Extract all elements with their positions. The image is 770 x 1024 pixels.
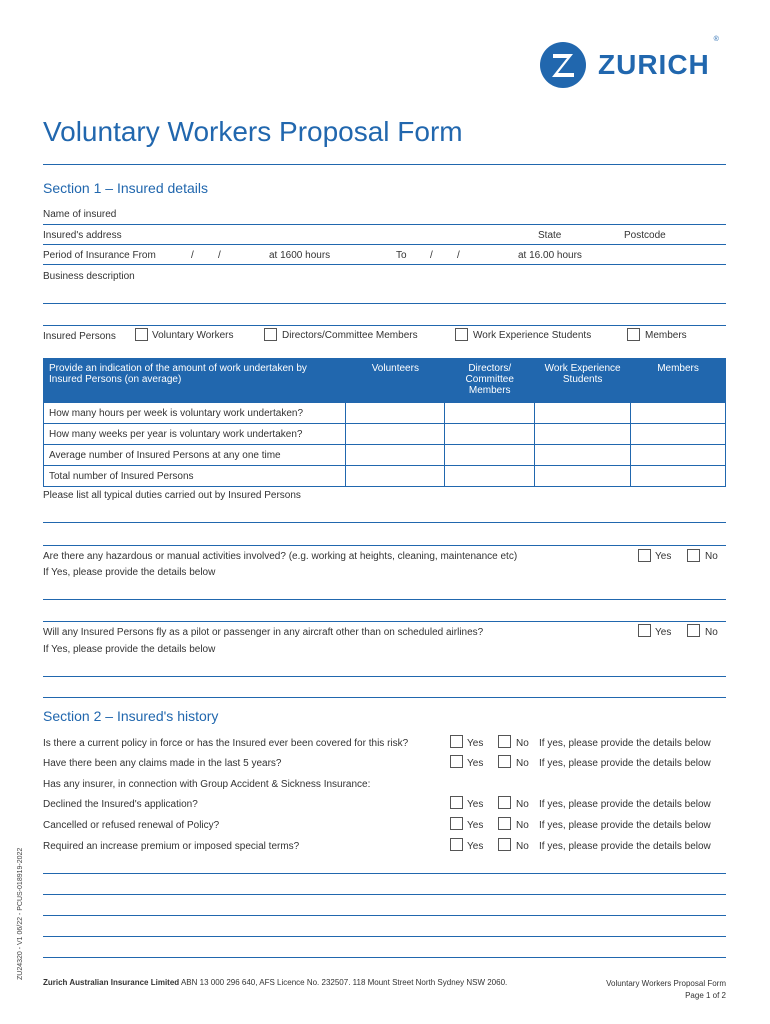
history-details-line-4[interactable] (43, 936, 726, 937)
title-divider (43, 164, 726, 165)
current-policy-no-checkbox[interactable] (498, 735, 511, 748)
claims-no-checkbox[interactable] (498, 755, 511, 768)
hazardous-activities-question: Are there any hazardous or manual activities involved? (e.g. working at heights, cleaning, maintenance etc) (43, 551, 518, 562)
table-header-description: Provide an indication of the amount of work undertaken by Insured Persons (on average) (44, 359, 346, 403)
aircraft-no-checkbox[interactable] (687, 624, 700, 637)
hazardous-yes-label: Yes (655, 551, 672, 562)
period-of-insurance-field[interactable] (43, 264, 726, 265)
hazardous-details-line-1[interactable] (43, 599, 726, 600)
table-cell-input[interactable] (346, 424, 445, 445)
table-header-directors: Directors/ Committee Members (445, 359, 535, 403)
footer-company-details (43, 978, 507, 987)
table-row (44, 424, 726, 445)
current-policy-no-label: No (516, 738, 529, 749)
claims-details-label: If yes, please provide the details below (539, 758, 711, 769)
postcode-label: Postcode (624, 230, 666, 241)
history-details-line-5[interactable] (43, 957, 726, 958)
table-cell-input[interactable] (631, 403, 726, 424)
table-row (44, 445, 726, 466)
declined-yes-checkbox[interactable] (450, 796, 463, 809)
typical-duties-line-2[interactable] (43, 545, 726, 546)
table-cell-input[interactable] (631, 445, 726, 466)
current-policy-question: Is there a current policy in force or has the Insured ever been covered for this risk? (43, 738, 409, 749)
table-cell-input[interactable] (535, 466, 631, 487)
date-slash: / (430, 250, 433, 261)
insured-persons-label: Insured Persons (43, 331, 116, 342)
registered-mark: ® (713, 36, 719, 43)
insurer-intro-label: Has any insurer, in connection with Group Accident & Sickness Insurance: (43, 779, 371, 790)
table-header-members: Members (631, 359, 726, 403)
date-slash: / (191, 250, 194, 261)
row-label: How many hours per week is voluntary work undertaken? (44, 403, 346, 424)
declined-question: Declined the Insured's application? (43, 799, 198, 810)
claims-yes-checkbox[interactable] (450, 755, 463, 768)
directors-committee-checkbox[interactable] (264, 328, 277, 341)
work-experience-checkbox[interactable] (455, 328, 468, 341)
section-2-heading: Section 2 – Insured's history (43, 708, 219, 724)
footer-page-info (606, 978, 726, 1002)
table-cell-input[interactable] (346, 445, 445, 466)
table-cell-input[interactable] (346, 403, 445, 424)
work-experience-label: Work Experience Students (473, 330, 592, 341)
voluntary-workers-label: Voluntary Workers (152, 330, 234, 341)
work-undertaken-table (43, 358, 726, 487)
footer-form-name: Voluntary Workers Proposal Form (606, 979, 726, 988)
history-details-line-3[interactable] (43, 915, 726, 916)
current-policy-details-label: If yes, please provide the details below (539, 738, 711, 749)
declined-no-checkbox[interactable] (498, 796, 511, 809)
current-policy-yes-label: Yes (467, 738, 484, 749)
insured-address-label: Insured's address (43, 230, 122, 241)
cancelled-question: Cancelled or refused renewal of Policy? (43, 820, 220, 831)
declined-no-label: No (516, 799, 529, 810)
hazardous-details-line-2[interactable] (43, 621, 726, 622)
table-cell-input[interactable] (445, 403, 535, 424)
aircraft-yes-label: Yes (655, 627, 672, 638)
period-of-insurance-label: Period of Insurance From (43, 250, 156, 261)
table-cell-input[interactable] (535, 403, 631, 424)
claims-no-label: No (516, 758, 529, 769)
increase-premium-yes-label: Yes (467, 841, 484, 852)
table-header-volunteers: Volunteers (346, 359, 445, 403)
history-details-line-2[interactable] (43, 894, 726, 895)
aircraft-details-label: If Yes, please provide the details below (43, 644, 216, 655)
increase-premium-question: Required an increase premium or imposed special terms? (43, 841, 300, 852)
table-cell-input[interactable] (535, 445, 631, 466)
hazardous-yes-checkbox[interactable] (638, 549, 651, 562)
aircraft-question: Will any Insured Persons fly as a pilot or passenger in any aircraft other than on scheduled airlines? (43, 627, 484, 638)
table-row (44, 466, 726, 487)
table-cell-input[interactable] (346, 466, 445, 487)
table-cell-input[interactable] (445, 424, 535, 445)
footer-page-number: Page 1 of 2 (685, 991, 726, 1000)
table-header-work-experience: Work Experience Students (535, 359, 631, 403)
zurich-logo (540, 36, 719, 88)
footer-company-info: ABN 13 000 296 640, AFS Licence No. 232507. 118 Mount Street North Sydney NSW 2060. (179, 978, 508, 987)
claims-yes-label: Yes (467, 758, 484, 769)
date-slash: / (218, 250, 221, 261)
aircraft-yes-checkbox[interactable] (638, 624, 651, 637)
declined-details-label: If yes, please provide the details below (539, 799, 711, 810)
cancelled-no-label: No (516, 820, 529, 831)
declined-yes-label: Yes (467, 799, 484, 810)
table-cell-input[interactable] (535, 424, 631, 445)
increase-premium-no-label: No (516, 841, 529, 852)
to-time-label: at 16.00 hours (518, 250, 582, 261)
row-label: How many weeks per year is voluntary work undertaken? (44, 424, 346, 445)
voluntary-workers-checkbox[interactable] (135, 328, 148, 341)
hazardous-no-label: No (705, 551, 718, 562)
table-cell-input[interactable] (445, 466, 535, 487)
current-policy-yes-checkbox[interactable] (450, 735, 463, 748)
insured-address-field[interactable] (43, 244, 726, 245)
table-row (44, 403, 726, 424)
zurich-z-icon (540, 42, 586, 88)
cancelled-yes-checkbox[interactable] (450, 817, 463, 830)
history-details-line-1[interactable] (43, 873, 726, 874)
hazardous-no-checkbox[interactable] (687, 549, 700, 562)
typical-duties-line-1[interactable] (43, 522, 726, 523)
name-of-insured-label: Name of insured (43, 209, 117, 220)
footer-company-name: Zurich Australian Insurance Limited (43, 978, 180, 987)
business-description-label: Business description (43, 271, 135, 282)
typical-duties-label: Please list all typical duties carried out by Insured Persons (43, 490, 301, 501)
aircraft-details-line-1[interactable] (43, 676, 726, 677)
increase-premium-no-checkbox[interactable] (498, 838, 511, 851)
form-reference-code: ZU24320 - V1 06/22 - PCUS-018919-2022 (17, 847, 24, 980)
date-slash: / (457, 250, 460, 261)
increase-premium-details-label: If yes, please provide the details below (539, 841, 711, 852)
aircraft-no-label: No (705, 627, 718, 638)
name-of-insured-field[interactable] (43, 224, 726, 225)
business-description-line-2[interactable] (43, 325, 726, 326)
table-cell-input[interactable] (445, 445, 535, 466)
brand-name: ZURICH (598, 49, 710, 80)
row-label: Average number of Insured Persons at any one time (44, 445, 346, 466)
cancelled-yes-label: Yes (467, 820, 484, 831)
to-label: To (396, 250, 407, 261)
business-description-line-1[interactable] (43, 303, 726, 304)
hazardous-details-label: If Yes, please provide the details below (43, 567, 216, 578)
table-cell-input[interactable] (631, 466, 726, 487)
from-time-label: at 1600 hours (269, 250, 331, 261)
state-label: State (538, 230, 562, 241)
page-title: Voluntary Workers Proposal Form (43, 116, 463, 147)
directors-committee-label: Directors/Committee Members (282, 330, 418, 341)
row-label: Total number of Insured Persons (44, 466, 346, 487)
claims-question: Have there been any claims made in the last 5 years? (43, 758, 282, 769)
increase-premium-yes-checkbox[interactable] (450, 838, 463, 851)
section-1-heading: Section 1 – Insured details (43, 180, 208, 196)
members-checkbox[interactable] (627, 328, 640, 341)
table-cell-input[interactable] (631, 424, 726, 445)
members-label: Members (645, 330, 687, 341)
aircraft-details-line-2[interactable] (43, 697, 726, 698)
cancelled-details-label: If yes, please provide the details below (539, 820, 711, 831)
cancelled-no-checkbox[interactable] (498, 817, 511, 830)
